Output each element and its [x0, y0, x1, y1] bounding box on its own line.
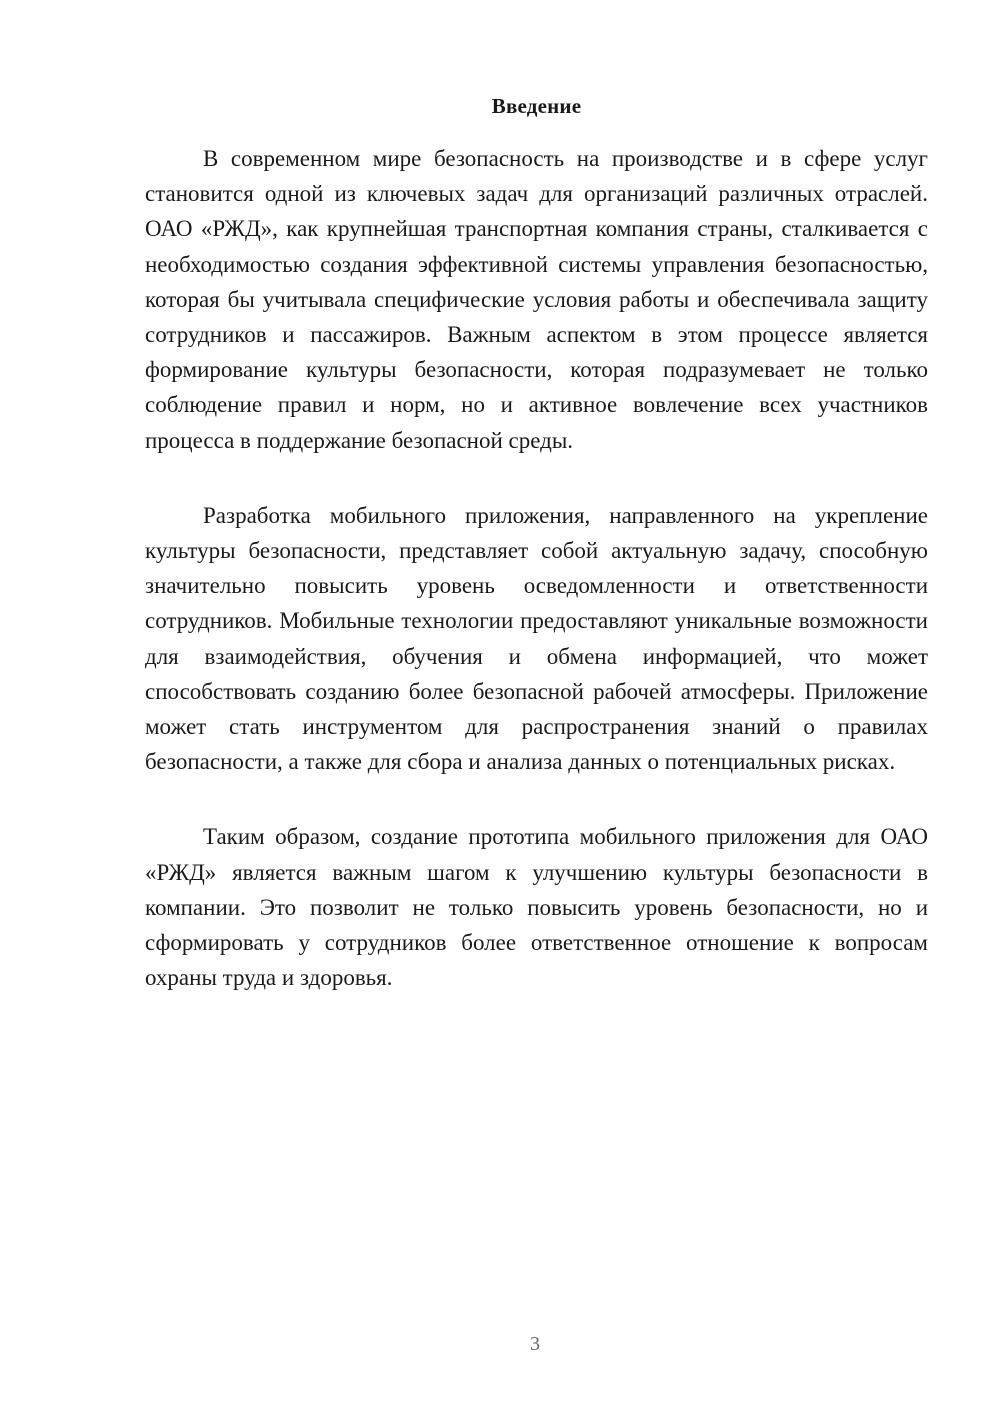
page-number: 3: [530, 1333, 540, 1355]
document-title: Введение: [491, 94, 582, 118]
paragraph-3: Таким образом, создание прототипа мобильного приложения для ОАО «РЖД» является важным шагом к улучшению культуры безопасности в компании. Это позволит не только повысить уровень безопасности, но и сформировать у сотрудников более ответственное отношение к вопросам охраны труда и здоровья.: [145, 824, 928, 991]
document-body: [145, 93, 928, 1035]
paragraph-1: В современном мире безопасность на производстве и в сфере услуг становится одной из ключевых задач для организаций различных отраслей. ОАО «РЖД», как крупнейшая транспортная компания страны, сталкивается с необходимостью создания эффективной системы управления безопасностью, которая бы учитывала специфические условия работы и обеспечивала защиту сотрудников и пассажиров. Важным аспектом в этом процессе является формирование культуры безопасности, которая подразумевает не только соблюдение правил и норм, но и активное вовлечение всех участников процесса в поддержание безопасной среды.: [145, 146, 928, 453]
paragraph-2: Разработка мобильного приложения, направленного на укрепление культуры безопасности, представляет собой актуальную задачу, способную значительно повысить уровень осведомленности и ответственности сотрудников. Мобильные технологии предоставляют уникальные возможности для взаимодействия, обучения и обмена информацией, что может способствовать созданию более безопасной рабочей атмосферы. Приложение может стать инструментом для распространения знаний о правилах безопасности, а также для сбора и анализа данных о потенциальных рисках.: [145, 502, 928, 775]
